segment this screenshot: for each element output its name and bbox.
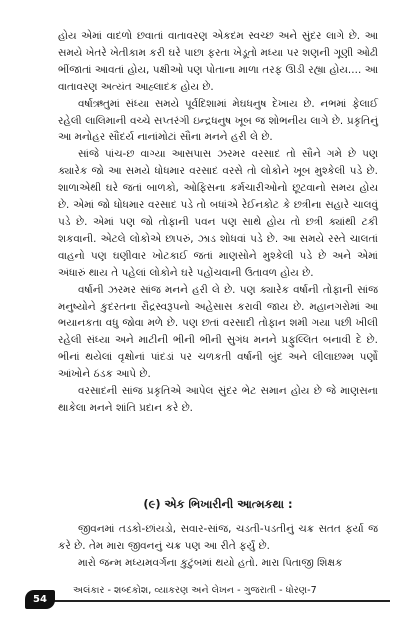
paragraph-1: હોય એમાં વાદળો છવાતાં વાતાવરણ એકદમ સ્વચ્છ અને સુંદર લાગે છે. આ સમયે ખેતરે ખેતીકામ કરી ઘરે પાછા ફરતા ખેડૂતો મધ્યા પર શણની ગૂણી ઓઢી ભીંજાતાં આવતાં હોય, પક્ષીઓ પણ પોતાના માળા તરફ ઊડી રહ્યા હોય.... આ વાતાવરણ અત્યંત આહ્લાદક હોય છે. [58,30,378,93]
footer-book-title: અલંકાર - શબ્દકોશ, વ્યાકરણ અને લેખન - ગુજરાતી - ધોરણ-7 [73,585,317,596]
paragraph-3: સાંજે પાંચ-છ વાગ્યા આસપાસ ઝરમર વરસાદ તો સૌને ગમે છે પણ ક્યારેક જો આ સમયે ધોધમાર વરસાદ વરસે તો લોકોને ખૂબ મુશ્કેલી પડે છે. શાળાએથી ઘરે જતાં બાળકો, ઓફિસના કર્મચારીઓનો છૂટવાનો સમય હોય છે. એમાં જો ધોધમાર વરસાદ પડે તો બધાંએ રેઈનકોટ કે છત્રીના સહારે ચાલવું પડે છે. એમાં પણ જો તોફાની પવન પણ સાથે હોય તો છત્રી ક્યાંથી ટકી શકવાની. એટલે લોકોએ છાપરું, ઝાડ શોધવાં પડે છે. આ સમયે રસ્તે ચાલતાં વાહનો પણ ઘણીવાર ખોટકાઈ જતાં માણસોને મુશ્કેલી પડે છે અને એમાં અંધારું થાય તે પહેલાં લોકોને ઘરે પહોંચવાની ઉતાવળ હોય છે. [58,148,378,279]
paragraph-5: વરસાદની સાંજ પ્રકૃતિએ આપેલ સુંદર ભેટ સમાન હોય છે જે માણસના થાકેલા મનને શાંતિ પ્રદાન કરે છે. [58,385,378,414]
bottom-text-block [58,521,378,572]
page-number-badge [25,590,55,609]
paragraph-4: વર્ષાની ઝરમર સાંજ મનને હરી લે છે. પણ ક્યારેક વર્ષાની તોફાની સાંજ મનુષ્યોને કુદરતના રૌદ્રસ્વરૂપનો અહેસાસ કરાવી જાય છે. મહાનગરોમાં આ ભયાનકતા વધુ જોવા મળે છે. પણ છતાં વરસાદી તોફાન શમી ગયા પછી ખીલી રહેલી સંધ્યા અને માટીની ભીની ભીની સુગંધ મનને પ્રફુલ્લિત બનાવી દે છે. ભીનાં થયેલાં વૃક્ષોનાં પાંદડાં પર ચળકતી વર્ષાની બુંદ અને લીલાછમ્મ પર્ણો આંખોને ઠંડક આપે છે. [58,283,378,381]
paragraph-7: મારો જન્મ મધ્યમવર્ગના કુટુંબમાં થયો હતો. મારા પિતાજી શિક્ષક [78,556,343,569]
page-footer [25,585,390,611]
top-text-block [58,28,378,417]
page-number: 54 [33,594,47,605]
paragraph-6: જીવનમાં તડકો-છાંયડો, સવાર-સાંજ, ચડતી-પડતીનું ચક્ર સતત ફર્યા જ કરે છે. તેમ મારા જીવનનું ચક્ર પણ આ રીતે ફર્યું છે. [58,523,378,552]
paragraph-2: વર્ષાઋતુમાં સંધ્યા સમયે પૂર્વદિશામાં મેઘધનુષ દેખાય છે. નભમાં ફેલાઈ રહેલી લાલિમાની વચ્ચે સપ્તરંગી ઇન્દ્રધનુષ ખૂબ જ શોભનીય લાગે છે. પ્રકૃતિનું આ મનોહર સૌંદર્ય નાનાંમોટાં સૌના મનને હરી લે છે. [58,97,378,144]
section-heading: (૯) એક ભિખારીની આત્મકથા : [143,497,293,511]
footer-rule [49,600,390,602]
